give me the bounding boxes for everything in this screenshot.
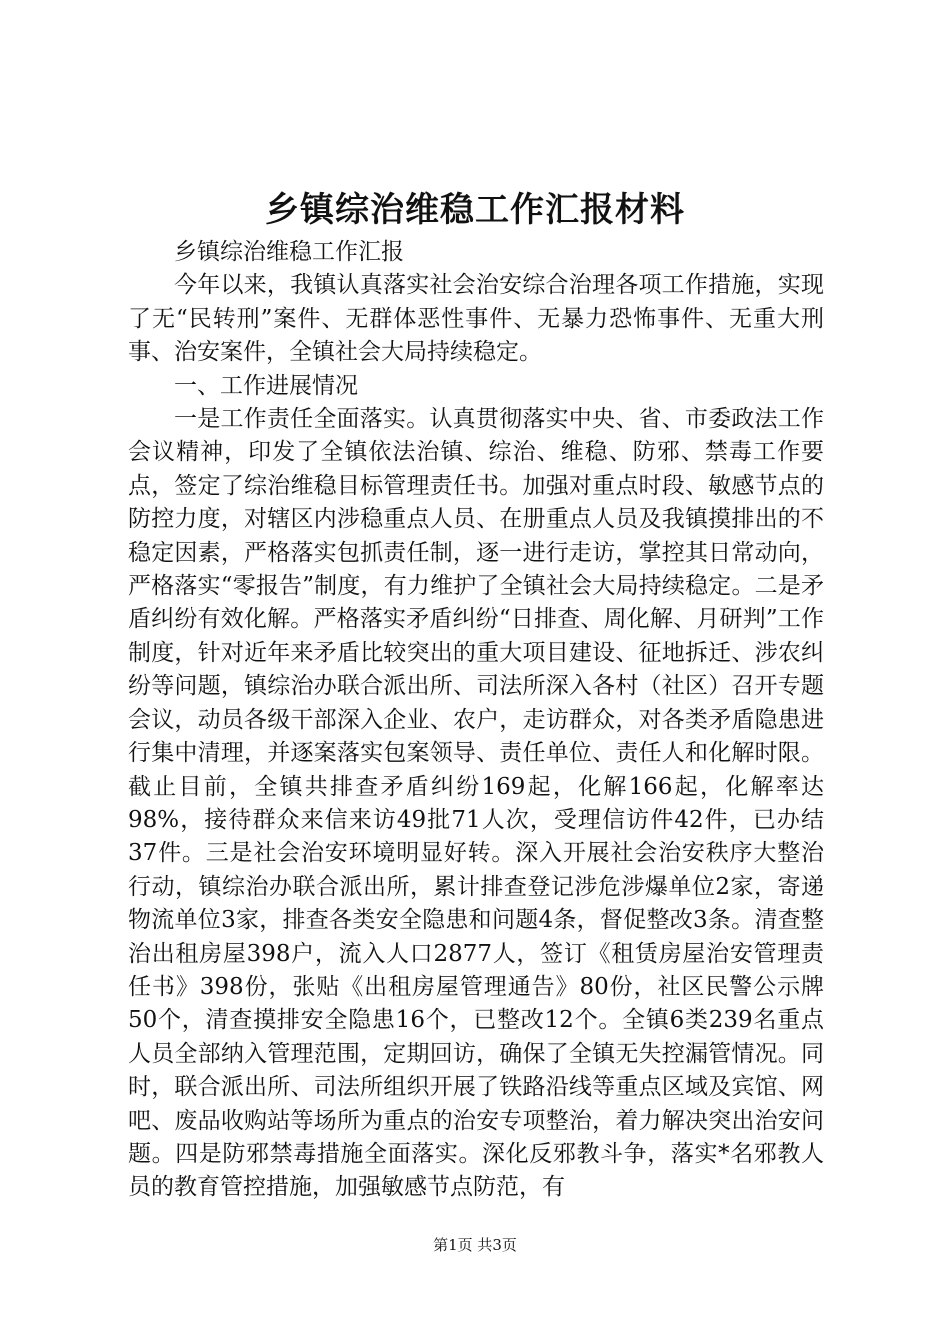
body-paragraph: 一是工作责任全面落实。认真贯彻落实中央、省、市委政法工作会议精神，印发了全镇依法治镇、综治、维稳、防邪、禁毒工作要点，签定了综治维稳目标管理责任书。加强对重点时段、敏感节点的防控力度，对辖区内涉稳重点人员、在册重点人员及我镇摸排出的不稳定因素，严格落实包抓责任制，逐一进行走访，掌控其日常动向，严格落实“零报告”制度，有力维护了全镇社会大局持续稳定。二是矛盾纠纷有效化解。严格落实矛盾纠纷“日排查、周化解、月研判”工作制度，针对近年来矛盾比较突出的重大项目建设、征地拆迁、涉农纠纷等问题，镇综治办联合派出所、司法所深入各村（社区）召开专题会议，动员各级干部深入企业、农户，走访群众，对各类矛盾隐患进行集中清理，并逐案落实包案领导、责任单位、责任人和化解时限。截止目前，全镇共排查矛盾纠纷169起，化解166起，化解率达98%，接待群众来信来访49批71人次，受理信访件42件，已办结37件。三是社会治安环境明显好转。深入开展社会治安秩序大整治行动，镇综治办联合派出所，累计排查登记涉危涉爆单位2家，寄递物流单位3家，排查各类安全隐患和问题4条，督促整改3条。清查整治出租房屋398户，流入人口2877人，签订《租赁房屋治安管理责任书》398份，张贴《出租房屋管理通告》80份，社区民警公示牌50个，清查摸排安全隐患16个，已整改12个。全镇6类239名重点人员全部纳入管理范围，定期回访，确保了全镇无失控漏管情况。同时，联合派出所、司法所组织开展了铁路沿线等重点区域及宾馆、网吧、废品收购站等场所为重点的治安专项整治，着力解决突出治安问题。四是防邪禁毒措施全面落实。深化反邪教斗争，落实*名邪教人员的教育管控措施，加强敏感节点防范，有	[128, 406, 824, 1201]
subtitle-paragraph: 乡镇综治维稳工作汇报	[174, 239, 404, 265]
page-number-footer: 第1页 共3页	[433, 1236, 517, 1254]
intro-paragraph: 今年以来，我镇认真落实社会治安综合治理各项工作措施，实现了无“民转刑”案件、无群体恶性事件、无暴力恐怖事件、无重大刑事、治安案件，全镇社会大局持续稳定。	[128, 272, 824, 366]
section-heading: 一、工作进展情况	[174, 372, 358, 399]
document-body	[128, 236, 824, 1205]
document-title: 乡镇综治维稳工作汇报材料	[265, 190, 685, 230]
